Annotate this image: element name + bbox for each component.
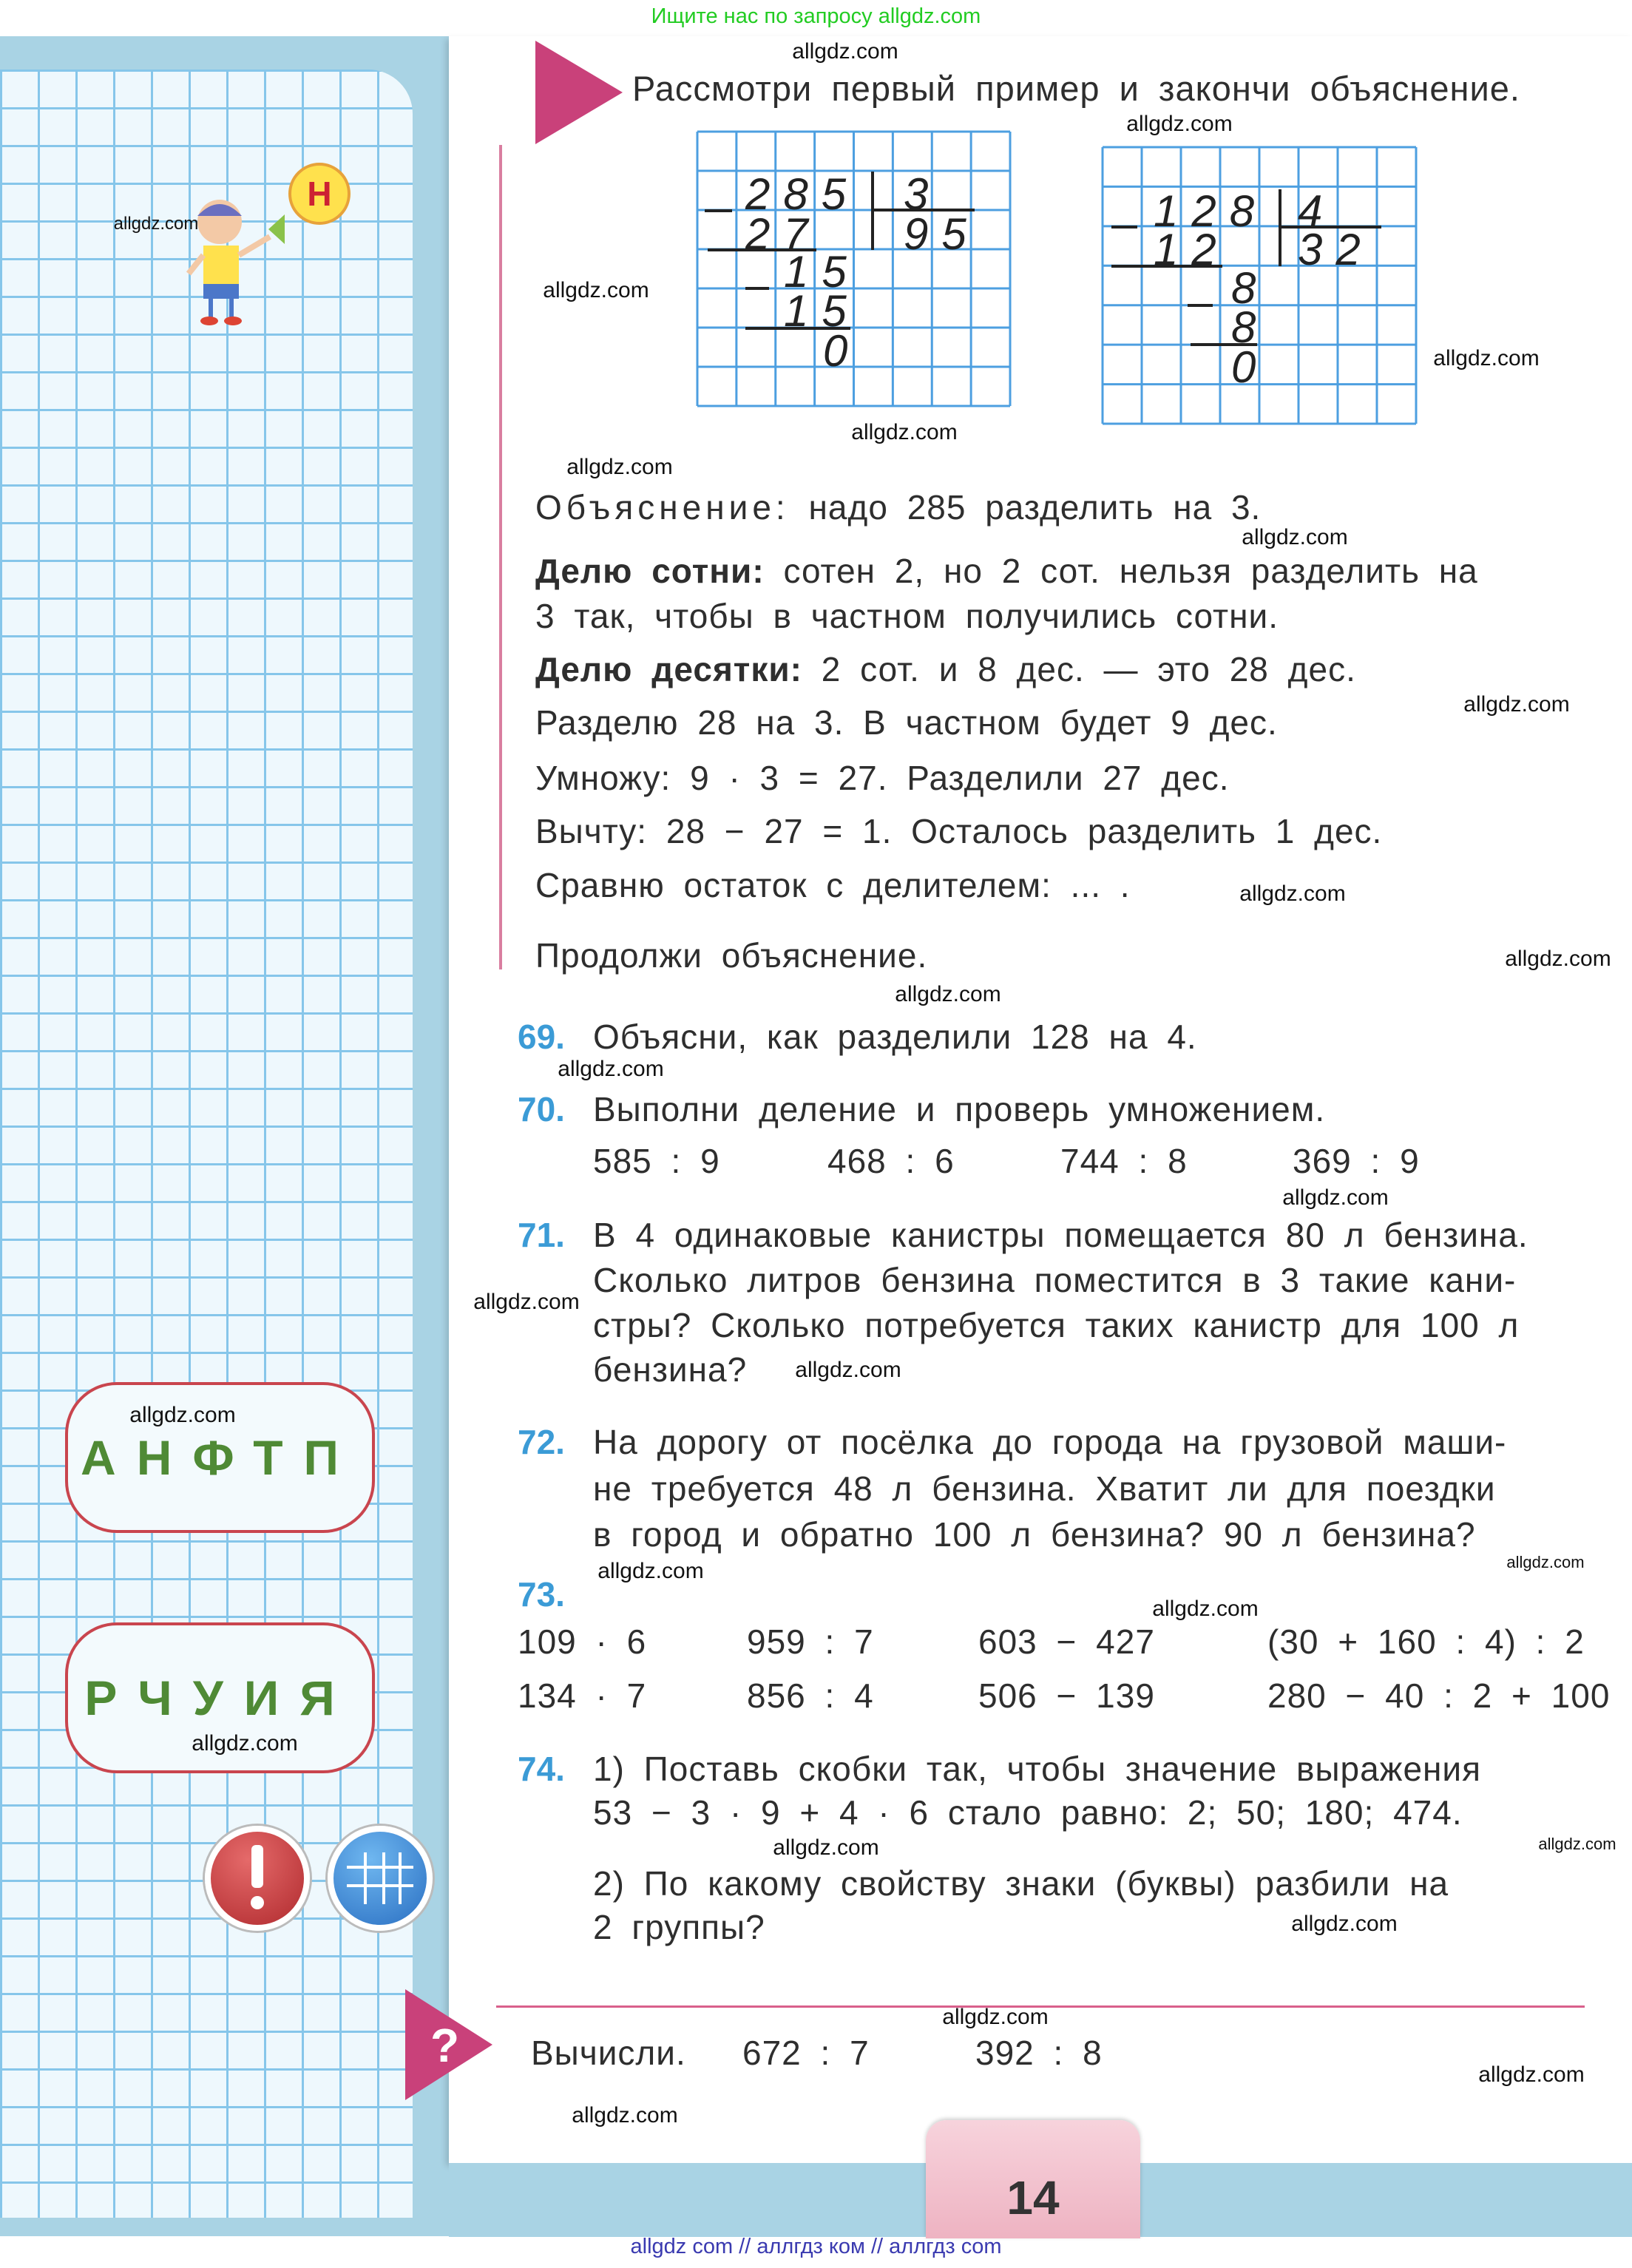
watermark: allgdz.com: [1291, 1912, 1398, 1936]
exercise-73-item: 856 : 4: [747, 1676, 874, 1715]
ex1-sub1: 27: [745, 209, 822, 259]
explanation-text: сотен 2, но 2 сот. нельзя разделить на: [783, 552, 1478, 590]
exercise-73-item: 109 · 6: [518, 1622, 647, 1661]
exercise-73-item: (30 + 160 : 4) : 2: [1267, 1622, 1585, 1661]
explanation-line-4: [535, 649, 1356, 689]
exercise-number: 73.: [518, 1575, 565, 1614]
ex2-quotient: 32: [1298, 225, 1374, 274]
watermark: allgdz.com: [473, 1290, 580, 1314]
exercise-71-line: Сколько литров бензина поместится в 3 такие кани-: [593, 1261, 1517, 1299]
explanation-text: 2 сот. и 8 дес. — это 28 дес.: [821, 650, 1356, 688]
exercise-number: 74.: [518, 1750, 565, 1788]
exercise-74-line: 2) По какому свойству знаки (буквы) разбили на: [593, 1864, 1449, 1903]
watermark: allgdz.com: [1239, 881, 1346, 906]
exercise-70-text: Выполни деление и проверь умножением.: [593, 1090, 1326, 1128]
watermark: allgdz.com: [942, 2005, 1049, 2029]
exercise-72-line: На дорогу от посёлка до города на грузовой маши-: [593, 1423, 1507, 1461]
page-number-tab: [926, 2120, 1140, 2238]
exercise-70-item: 468 : 6: [827, 1142, 955, 1180]
ex2-sub1: 12: [1154, 225, 1230, 274]
watermark: allgdz.com: [895, 982, 1001, 1006]
exercise-number: 72.: [518, 1423, 565, 1461]
exercise-72-line: не требуется 48 л бензина. Хватит ли для поездки: [593, 1469, 1496, 1508]
watermark: allgdz.com: [1538, 1835, 1616, 1853]
watermark: allgdz.com: [1506, 1553, 1585, 1571]
watermark: allgdz.com: [1152, 1597, 1259, 1621]
attention-icon: [205, 1826, 310, 1931]
letter-card-text: РЧУИЯ: [84, 1670, 356, 1725]
watermark: allgdz.com: [1478, 2062, 1585, 2087]
watermark: allgdz.com: [1463, 692, 1570, 717]
exercise-71-line: бензина?: [593, 1350, 748, 1389]
step-heading: Делю сотни:: [535, 552, 765, 590]
watermark: allgdz.com: [773, 1835, 879, 1860]
footer-links[interactable]: allgdz com // аллгдз ком // аллгдз com: [630, 2235, 1002, 2258]
exercise-70-item: 744 : 8: [1060, 1142, 1188, 1180]
watermark: allgdz.com: [113, 214, 199, 234]
watermark: allgdz.com: [129, 1403, 236, 1427]
ex2-dividend: 128: [1154, 186, 1268, 236]
exercise-73-item: 603 − 427: [978, 1622, 1155, 1661]
badge-h: [288, 163, 351, 225]
grid-icon: [328, 1826, 433, 1931]
ex1-sub2: 15: [784, 286, 860, 336]
explanation-line-5: Разделю 28 на 3. В частном будет 9 дес.: [535, 703, 1278, 742]
badge-h-letter: Н: [307, 175, 332, 213]
exercise-70-item: 585 : 9: [593, 1142, 720, 1180]
exercise-70-item: 369 : 9: [1293, 1142, 1420, 1180]
exercise-73-item: 280 − 40 : 2 + 100: [1267, 1676, 1611, 1715]
ex2-sub2: 8: [1231, 302, 1270, 352]
exercise-73-item: 134 · 7: [518, 1676, 647, 1715]
exercise-74-line: 2 группы?: [593, 1908, 765, 1946]
explanation-label: Объяснение:: [535, 488, 790, 527]
watermark: allgdz.com: [558, 1057, 664, 1081]
question-triangle-icon: [405, 1989, 494, 2100]
watermark: allgdz.com: [1126, 112, 1233, 136]
watermark: allgdz.com: [1505, 947, 1611, 971]
exercise-69-text: Объясни, как разделили 128 на 4.: [593, 1018, 1197, 1056]
exercise-73-item: 959 : 7: [747, 1622, 874, 1661]
watermark: allgdz.com: [1433, 346, 1540, 370]
compute-item: 392 : 8: [975, 2034, 1103, 2072]
exercise-number: 71.: [518, 1216, 565, 1254]
exercise-71-line: стры? Сколько потребуется таких канистр для 100 л: [593, 1306, 1520, 1344]
ex1-result: 0: [823, 326, 861, 376]
explanation-line-8: Сравню остаток с делителем: ... .: [535, 866, 1131, 904]
watermark: allgdz.com: [795, 1358, 901, 1382]
watermark: allgdz.com: [792, 39, 898, 64]
explanation-text: надо 285 разделить на 3.: [808, 488, 1262, 527]
watermark: allgdz.com: [566, 455, 673, 479]
section-divider-line: [499, 145, 502, 969]
watermark: allgdz.com: [192, 1731, 298, 1756]
task-title: Рассмотри первый пример и закончи объяснение.: [632, 69, 1520, 108]
watermark: allgdz.com: [543, 278, 649, 302]
watermark: allgdz.com: [572, 2103, 678, 2127]
explanation-line-3: 3 так, чтобы в частном получились сотни.: [535, 597, 1279, 635]
compute-item: 672 : 7: [742, 2034, 870, 2072]
explanation-line-9: Продолжи объяснение.: [535, 936, 928, 975]
ex1-divisor: 3: [904, 169, 942, 219]
watermark: allgdz.com: [1282, 1185, 1389, 1210]
watermark: allgdz.com: [597, 1559, 704, 1583]
ex2-divisor: 4: [1298, 186, 1336, 236]
explanation-line-2: [535, 551, 1478, 591]
ex1-dividend: 285: [745, 169, 860, 219]
exercise-74-line: 1) Поставь скобки так, чтобы значение выражения: [593, 1750, 1482, 1788]
explanation-line-6: Умножу: 9 · 3 = 27. Разделили 27 дес.: [535, 759, 1230, 797]
ex2-rem1: 8: [1231, 263, 1270, 313]
top-search-note[interactable]: Ищите нас по запросу allgdz.com: [651, 4, 981, 28]
exercise-number: 69.: [518, 1018, 565, 1056]
explanation-line-1: [535, 487, 1261, 527]
task-triangle-icon: [535, 41, 624, 144]
exercise-72-line: в город и обратно 100 л бензина? 90 л бензина?: [593, 1515, 1476, 1554]
exercise-73-item: 506 − 139: [978, 1676, 1155, 1715]
ex1-rem1: 15: [784, 247, 860, 297]
step-heading: Делю десятки:: [535, 650, 802, 688]
watermark: allgdz.com: [1242, 525, 1348, 549]
page-number: 14: [1006, 2171, 1060, 2224]
watermark: allgdz.com: [851, 420, 958, 444]
svg-text:?: ?: [430, 2019, 460, 2072]
explanation-line-7: Вычту: 28 − 27 = 1. Осталось разделить 1 дес.: [535, 812, 1383, 850]
ex2-result: 0: [1231, 342, 1270, 392]
compute-label: Вычисли.: [531, 2034, 686, 2072]
exercise-71-line: В 4 одинаковые канистры помещается 80 л бензина.: [593, 1216, 1528, 1254]
ex1-quotient: 95: [904, 209, 980, 259]
letter-card-text: АНФТП: [81, 1430, 359, 1485]
exercise-number: 70.: [518, 1090, 565, 1128]
exercise-74-line: 53 − 3 · 9 + 4 · 6 стало равно: 2; 50; 180; 474.: [593, 1793, 1463, 1832]
